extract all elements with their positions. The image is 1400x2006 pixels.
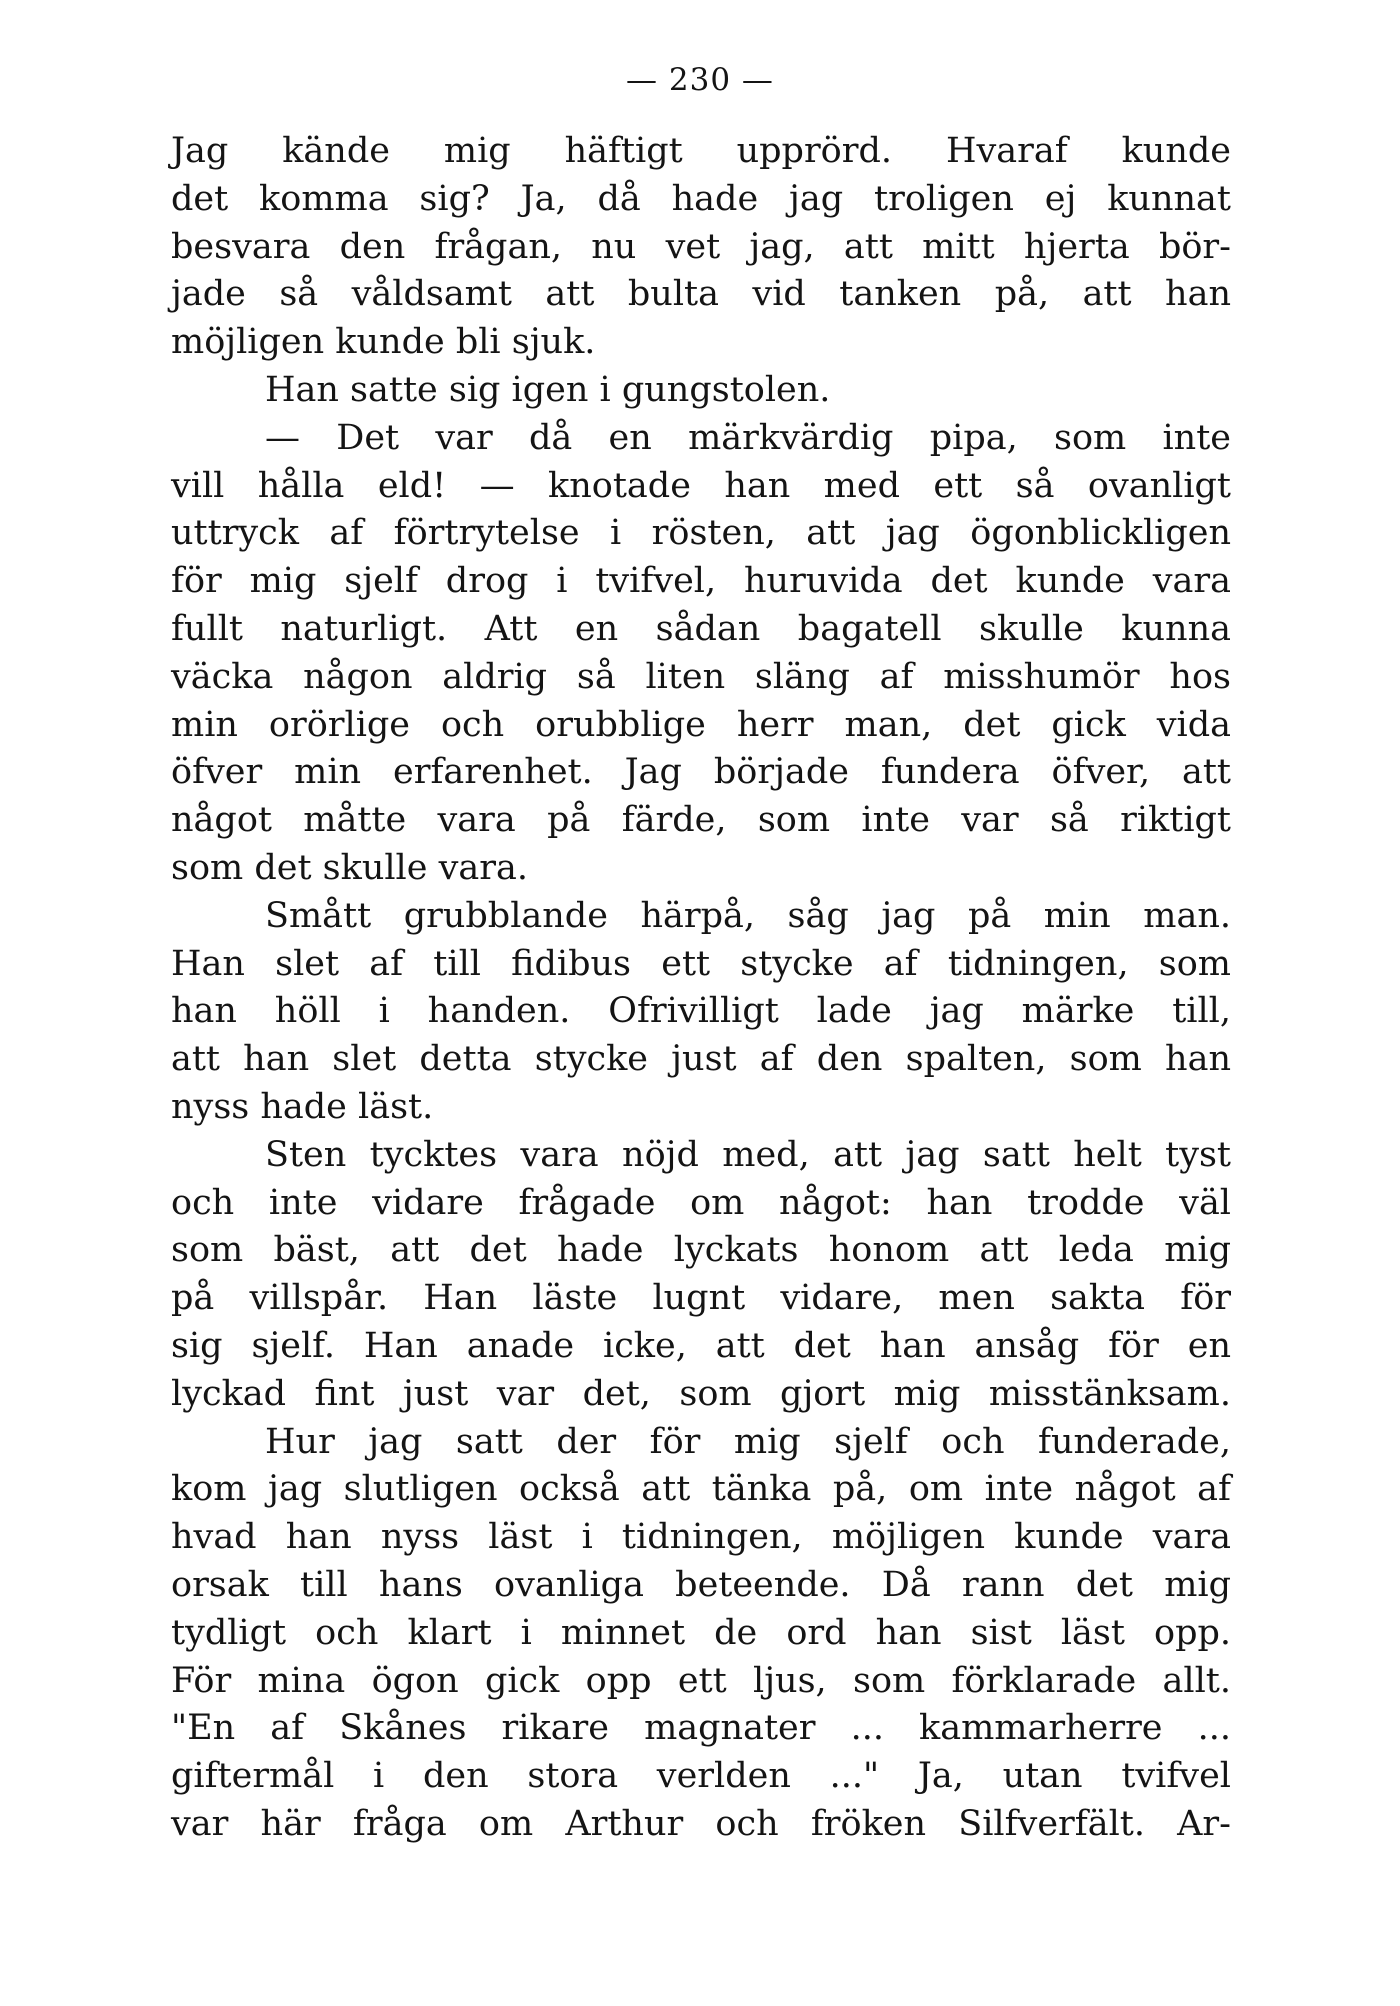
- text-line: orsak till hans ovanliga beteende. Då rann det mig: [171, 1564, 1231, 1605]
- page-number: — 230 —: [626, 62, 774, 98]
- text-line: öfver min erfarenhet. Jag började fundera öfver, att: [171, 752, 1231, 793]
- text-line: det komma sig? Ja, då hade jag troligen ej kunnat: [171, 178, 1231, 219]
- text-line: på villspår. Han läste lugnt vidare, men sakta för: [171, 1278, 1231, 1319]
- text-line: vill hålla eld! — knotade han med ett så ovanligt: [171, 465, 1231, 506]
- text-line: för mig sjelf drog i tvifvel, huruvida det kunde vara: [171, 561, 1231, 602]
- text-line: Hur jag satt der för mig sjelf och funderade,: [265, 1421, 1231, 1462]
- text-line: fullt naturligt. Att en sådan bagatell skulle kunna: [171, 608, 1231, 649]
- text-line: sig sjelf. Han anade icke, att det han ansåg för en: [171, 1325, 1231, 1366]
- text-line: något måtte vara på färde, som inte var så riktigt: [171, 800, 1231, 841]
- text-line: Han slet af till fidibus ett stycke af tidningen, som: [171, 943, 1231, 984]
- text-line: besvara den frågan, nu vet jag, att mitt hjerta bör-: [171, 226, 1231, 267]
- text-line: — Det var då en märkvärdig pipa, som inte: [265, 417, 1231, 458]
- text-line: uttryck af förtrytelse i rösten, att jag ögonblickligen: [171, 513, 1231, 554]
- text-line: Han satte sig igen i gungstolen.: [265, 369, 831, 410]
- text-line: Smått grubblande härpå, såg jag på min man.: [265, 895, 1231, 936]
- text-line: möjligen kunde bli sjuk.: [171, 322, 596, 363]
- text-line: giftermål i den stora verlden ..." Ja, utan tvifvel: [171, 1756, 1231, 1797]
- text-line: han höll i handen. Ofrivilligt lade jag märke till,: [171, 991, 1231, 1032]
- text-line: väcka någon aldrig så liten släng af misshumör hos: [171, 656, 1231, 697]
- text-line: lyckad fint just var det, som gjort mig misstänksam.: [171, 1373, 1231, 1414]
- text-line: som bäst, att det hade lyckats honom att leda mig: [171, 1230, 1231, 1271]
- text-line: hvad han nyss läst i tidningen, möjligen kunde vara: [171, 1517, 1231, 1558]
- text-line: tydligt och klart i minnet de ord han sist läst opp.: [171, 1612, 1231, 1653]
- text-line: jade så våldsamt att bulta vid tanken på, att han: [171, 274, 1231, 315]
- text-line: min orörlige och orubblige herr man, det gick vida: [171, 704, 1231, 745]
- text-line: var här fråga om Arthur och fröken Silfverfält. Ar-: [171, 1803, 1231, 1844]
- text-line: som det skulle vara.: [171, 847, 528, 888]
- text-line: nyss hade läst.: [171, 1086, 434, 1127]
- text-line: att han slet detta stycke just af den spalten, som han: [171, 1039, 1231, 1080]
- text-line: För mina ögon gick opp ett ljus, som förklarade allt.: [171, 1660, 1231, 1701]
- text-line: "En af Skånes rikare magnater ... kammarherre ...: [171, 1708, 1231, 1749]
- text-line: kom jag slutligen också att tänka på, om inte något af: [171, 1469, 1231, 1510]
- text-line: och inte vidare frågade om något: han trodde väl: [171, 1182, 1231, 1223]
- text-line: Jag kände mig häftigt upprörd. Hvaraf kunde: [171, 131, 1231, 171]
- body-text: [171, 128, 1231, 1849]
- text-line: Sten tycktes vara nöjd med, att jag satt helt tyst: [265, 1134, 1231, 1175]
